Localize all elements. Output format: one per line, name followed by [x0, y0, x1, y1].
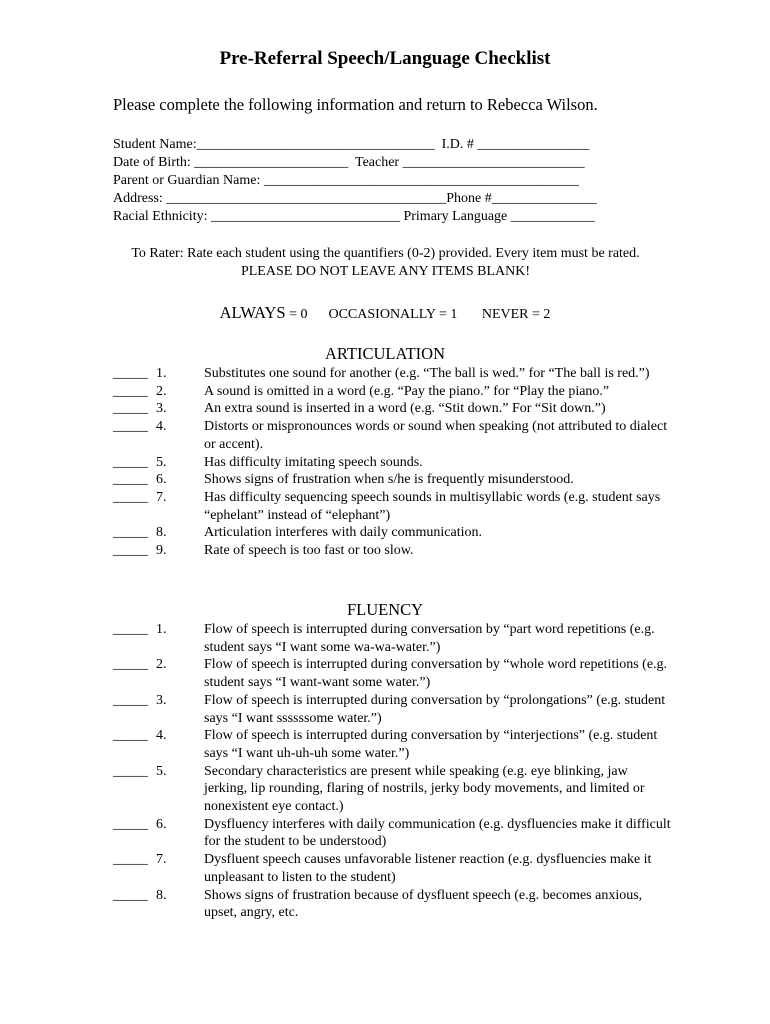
articulation-list	[113, 365, 673, 560]
student-info-block	[113, 136, 597, 226]
scale-never: NEVER = 2	[481, 307, 551, 322]
date-of-birth-line: Date of Birth: ______________________ Teacher __________________________	[113, 155, 585, 170]
intro-text: Please complete the following information and return to Rebecca Wilson.	[113, 95, 598, 114]
articulation-item	[113, 471, 673, 489]
articulation-heading: ARTICULATION	[325, 344, 445, 363]
fluency-item	[113, 816, 673, 851]
item-text: Articulation interferes with daily communication.	[204, 525, 482, 541]
item-number: 8.	[156, 887, 167, 903]
rating-scale	[0, 303, 770, 323]
item-number: 7.	[156, 489, 167, 505]
scale-occasionally: OCCASIONALLY = 1	[328, 307, 458, 322]
item-text: An extra sound is inserted in a word (e.g. “Stit down.” For “Sit down.”)	[204, 401, 606, 417]
item-number: 2.	[156, 657, 167, 673]
item-number: 2.	[156, 383, 167, 399]
item-text: Rate of speech is too fast or too slow.	[204, 543, 414, 559]
rating-blank[interactable]: _____	[113, 728, 148, 744]
fluency-item	[113, 656, 673, 691]
rating-blank[interactable]: _____	[113, 543, 148, 559]
item-text: Flow of speech is interrupted during conversation by “prolongations” (e.g. student says “I want ssssssome water.”)	[204, 692, 666, 726]
item-text: Flow of speech is interrupted during conversation by “whole word repetitions (e.g. student says “I want-want some water.”)	[204, 657, 668, 691]
fluency-item	[113, 621, 673, 656]
page-title: Pre-Referral Speech/Language Checklist	[219, 48, 551, 69]
item-text: Has difficulty imitating speech sounds.	[204, 454, 423, 470]
item-text: Has difficulty sequencing speech sounds in multisyllabic words (e.g. student says “ephelant” instead of “elephant”)	[204, 489, 661, 523]
rating-blank[interactable]: _____	[113, 525, 148, 541]
rating-blank[interactable]: _____	[113, 454, 148, 470]
scale-always-value: = 0	[285, 307, 308, 322]
fluency-item	[113, 763, 673, 816]
rating-blank[interactable]: _____	[113, 816, 148, 832]
articulation-item	[113, 418, 673, 453]
fluency-item	[113, 887, 673, 922]
articulation-item	[113, 365, 673, 383]
rating-blank[interactable]: _____	[113, 657, 148, 673]
rating-blank[interactable]: _____	[113, 852, 148, 868]
item-text: Flow of speech is interrupted during conversation by “interjections” (e.g. student says “I want uh-uh-uh some water.”)	[204, 728, 658, 761]
fluency-item	[113, 692, 673, 727]
item-text: Distorts or mispronounces words or sound when speaking (not attributed to dialect or accent).	[204, 419, 668, 452]
rating-blank[interactable]: _____	[113, 763, 148, 779]
rating-blank[interactable]: _____	[113, 622, 148, 637]
scale-always-word: ALWAYS	[219, 303, 286, 322]
rating-blank[interactable]: _____	[113, 472, 148, 488]
item-text: Shows signs of frustration because of dysfluent speech (e.g. becomes anxious, upset, angry, etc.	[204, 887, 643, 921]
item-number: 7.	[156, 852, 167, 868]
item-text: Dysfluency interferes with daily communication (e.g. dysfluencies make it difficult for the student to be understood)	[204, 816, 671, 850]
item-number: 5.	[156, 763, 167, 779]
item-number: 3.	[156, 692, 167, 708]
rating-blank[interactable]: _____	[113, 383, 148, 399]
item-text: Shows signs of frustration when s/he is frequently misunderstood.	[204, 472, 574, 488]
rater-instructions: To Rater: Rate each student using the quantifiers (0-2) provided. Every item must be rated. PLEASE DO NOT LEAVE ANY ITEMS BLANK!	[131, 246, 640, 279]
item-number: 4.	[156, 419, 167, 435]
ethnicity-line: Racial Ethnicity: ___________________________ Primary Language ____________	[113, 209, 595, 224]
item-number: 4.	[156, 728, 167, 744]
rating-blank[interactable]: _____	[113, 366, 148, 381]
item-number: 3.	[156, 401, 167, 417]
rating-blank[interactable]: _____	[113, 489, 148, 505]
item-number: 6.	[156, 816, 167, 832]
articulation-item	[113, 383, 673, 401]
item-number: 1.	[156, 622, 167, 637]
rating-blank[interactable]: _____	[113, 692, 148, 708]
address-line: Address: ________________________________________Phone #_______________	[113, 191, 597, 206]
guardian-name-line: Parent or Guardian Name: _____________________________________________	[113, 173, 579, 188]
fluency-item	[113, 851, 673, 886]
rating-blank[interactable]: _____	[113, 887, 148, 903]
articulation-item	[113, 489, 673, 524]
item-text: Dysfluent speech causes unfavorable listener reaction (e.g. dysfluencies make it unpleasant to listen to the student)	[204, 852, 652, 885]
item-number: 1.	[156, 366, 167, 381]
articulation-item	[113, 542, 673, 560]
rating-blank[interactable]: _____	[113, 419, 148, 435]
item-number: 8.	[156, 525, 167, 541]
item-text: Secondary characteristics are present while speaking (e.g. eye blinking, jaw jerking, lip rounding, flaring of nostrils, jerky body movements, and limited or nonexistent eye contact.)	[204, 763, 645, 815]
item-number: 5.	[156, 454, 167, 470]
articulation-item	[113, 524, 673, 542]
articulation-item	[113, 400, 673, 418]
student-name-line: Student Name:__________________________________ I.D. # ________________	[113, 137, 590, 152]
articulation-item	[113, 454, 673, 472]
fluency-heading: FLUENCY	[346, 600, 424, 619]
item-text: A sound is omitted in a word (e.g. “Pay the piano.” for “Play the piano.”	[204, 383, 610, 399]
item-text: Flow of speech is interrupted during conversation by “part word repetitions (e.g. student says “I want some wa-wa-water.”)	[204, 622, 655, 655]
item-number: 9.	[156, 543, 167, 559]
fluency-list	[113, 621, 673, 922]
item-number: 6.	[156, 472, 167, 488]
fluency-item	[113, 727, 673, 762]
rating-blank[interactable]: _____	[113, 401, 148, 417]
item-text: Substitutes one sound for another (e.g. “The ball is wed.” for “The ball is red.”)	[204, 366, 650, 381]
